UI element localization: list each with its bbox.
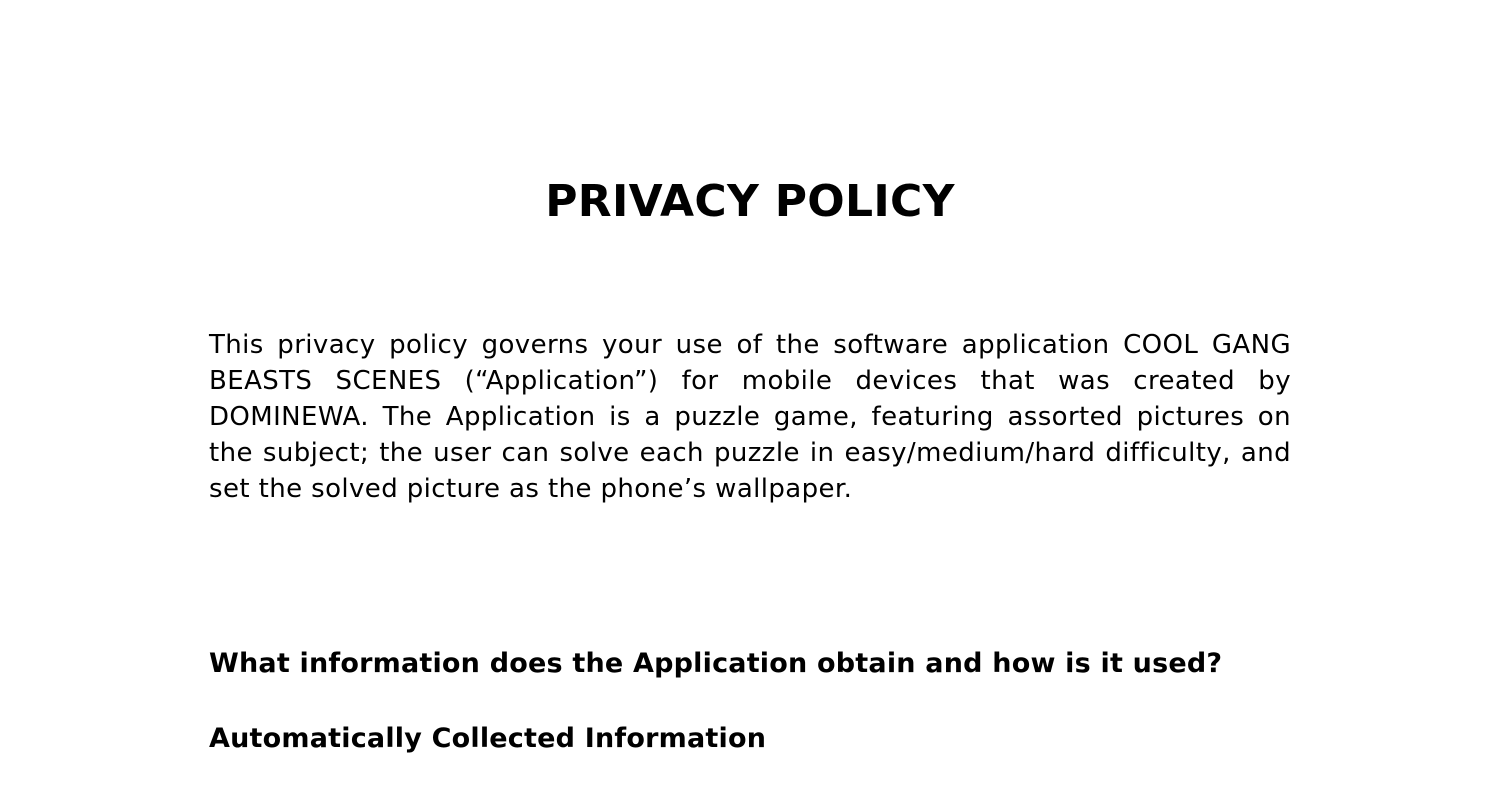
section-heading-information-obtained: What information does the Application obtain and how is it used?: [209, 648, 1223, 679]
intro-paragraph: This privacy policy governs your use of the software application COOL GANG BEASTS SCENES (“Application”) for mobile devices that was created by DOMINEWA. The Application is a puzzle game, featuring assorted pictures on the subject; the user can solve each puzzle in easy/medium/hard difficulty, and set the solved picture as the phone’s wallpaper.: [209, 330, 1291, 504]
page-title: PRIVACY POLICY: [545, 176, 955, 227]
subsection-heading-automatically-collected: Automatically Collected Information: [209, 723, 767, 754]
